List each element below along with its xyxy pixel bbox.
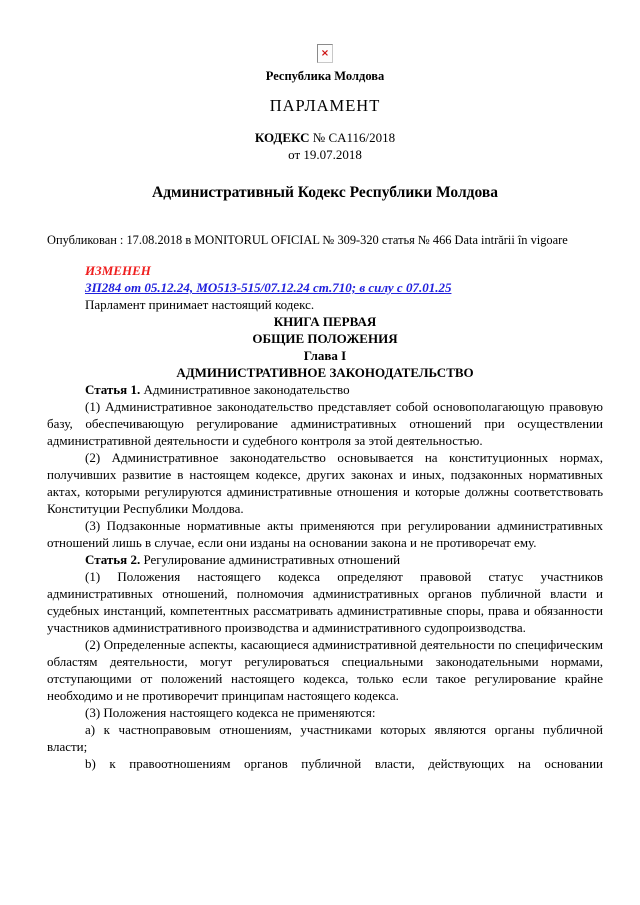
article-2-title: Регулирование административных отношений [143, 552, 401, 567]
institution-name: ПАРЛАМЕНТ [269, 96, 381, 115]
republic-name: Республика Молдова [265, 69, 385, 83]
code-date: от 19.07.2018 [288, 147, 362, 162]
article-2-paragraph-3: (3) Положения настоящего кодекса не применяются: [85, 705, 376, 720]
code-number: № CA116/2018 [312, 130, 396, 145]
article-2-heading [47, 551, 603, 568]
article-2-paragraph-2: (2) Определенные аспекты, касающиеся административной деятельности по специфическим областям деятельности, могут регулироваться специальными законодательными нормами, отступающими от положений настоящего кодекса, только если такое регулирование крайне необходимо и не противоречит принципам настоящего кодекса. [47, 637, 603, 703]
article-1-label: Статья 1. [85, 382, 144, 397]
document-title: Административный Кодекс Республики Молдова [152, 184, 498, 201]
code-number-line [47, 129, 603, 146]
article-1-paragraph-1: (1) Административное законодательство представляет собой основополагающую правовую базу, обеспечивающую регулирование административных отношений при осуществлении административной деятельности и судебного контроля за этой деятельностью. [47, 399, 603, 448]
enactment-text: Парламент принимает настоящий кодекс. [85, 297, 315, 312]
amendment-link[interactable]: ЗП284 от 05.12.24, МО513-515/07.12.24 ст.710; в силу с 07.01.25 [85, 280, 452, 295]
article-1-heading [47, 381, 603, 398]
publication-info: Опубликован : 17.08.2018 в MONITORUL OFICIAL № 309-320 статья № 466 Data intrării în vigoare [47, 233, 568, 247]
book-title-heading: ОБЩИЕ ПОЛОЖЕНИЯ [252, 331, 398, 346]
article-1-paragraph-3: (3) Подзаконные нормативные акты применяются при регулировании административных отношений лишь в случае, если они изданы на основании закона и не противоречат ему. [47, 518, 603, 550]
article-1-title: Административное законодательство [143, 382, 350, 397]
article-1-paragraph-2: (2) Административное законодательство основывается на конституционных нормах, получивших развитие в настоящем кодексе, других законах и иных, подзаконных нормативных актах, которыми регулируются административные отношения и которые должны соответствовать Конституции Республики Молдова. [47, 450, 603, 516]
amendment-line [47, 279, 603, 296]
article-2-paragraph-1: (1) Положения настоящего кодекса определяют правовой статус участников административных отношений, полномочия административных органов публичной власти и судебных инстанций, компетентных рассматривать административные споры, права и обязанности участников административного производства и административного судопроизводства. [47, 569, 603, 635]
amended-status-label: ИЗМЕНЕН [85, 263, 151, 278]
document-header [47, 44, 603, 203]
article-2-item-b-truncated: b) к правоотношениям органов публичной власти, действующих на основании [85, 756, 603, 771]
book-heading: КНИГА ПЕРВАЯ [273, 314, 377, 329]
broken-image-icon [317, 44, 333, 63]
code-type-label: КОДЕКС [254, 130, 313, 145]
chapter-title-heading: АДМИНИСТРАТИВНОЕ ЗАКОНОДАТЕЛЬСТВО [176, 365, 474, 380]
article-2-label: Статья 2. [85, 552, 144, 567]
chapter-heading: Глава I [303, 348, 347, 363]
broken-image-x-glyph: × [320, 47, 330, 59]
article-2-item-a: a) к частноправовым отношениям, участниками которых являются органы публичной власти; [47, 722, 603, 754]
